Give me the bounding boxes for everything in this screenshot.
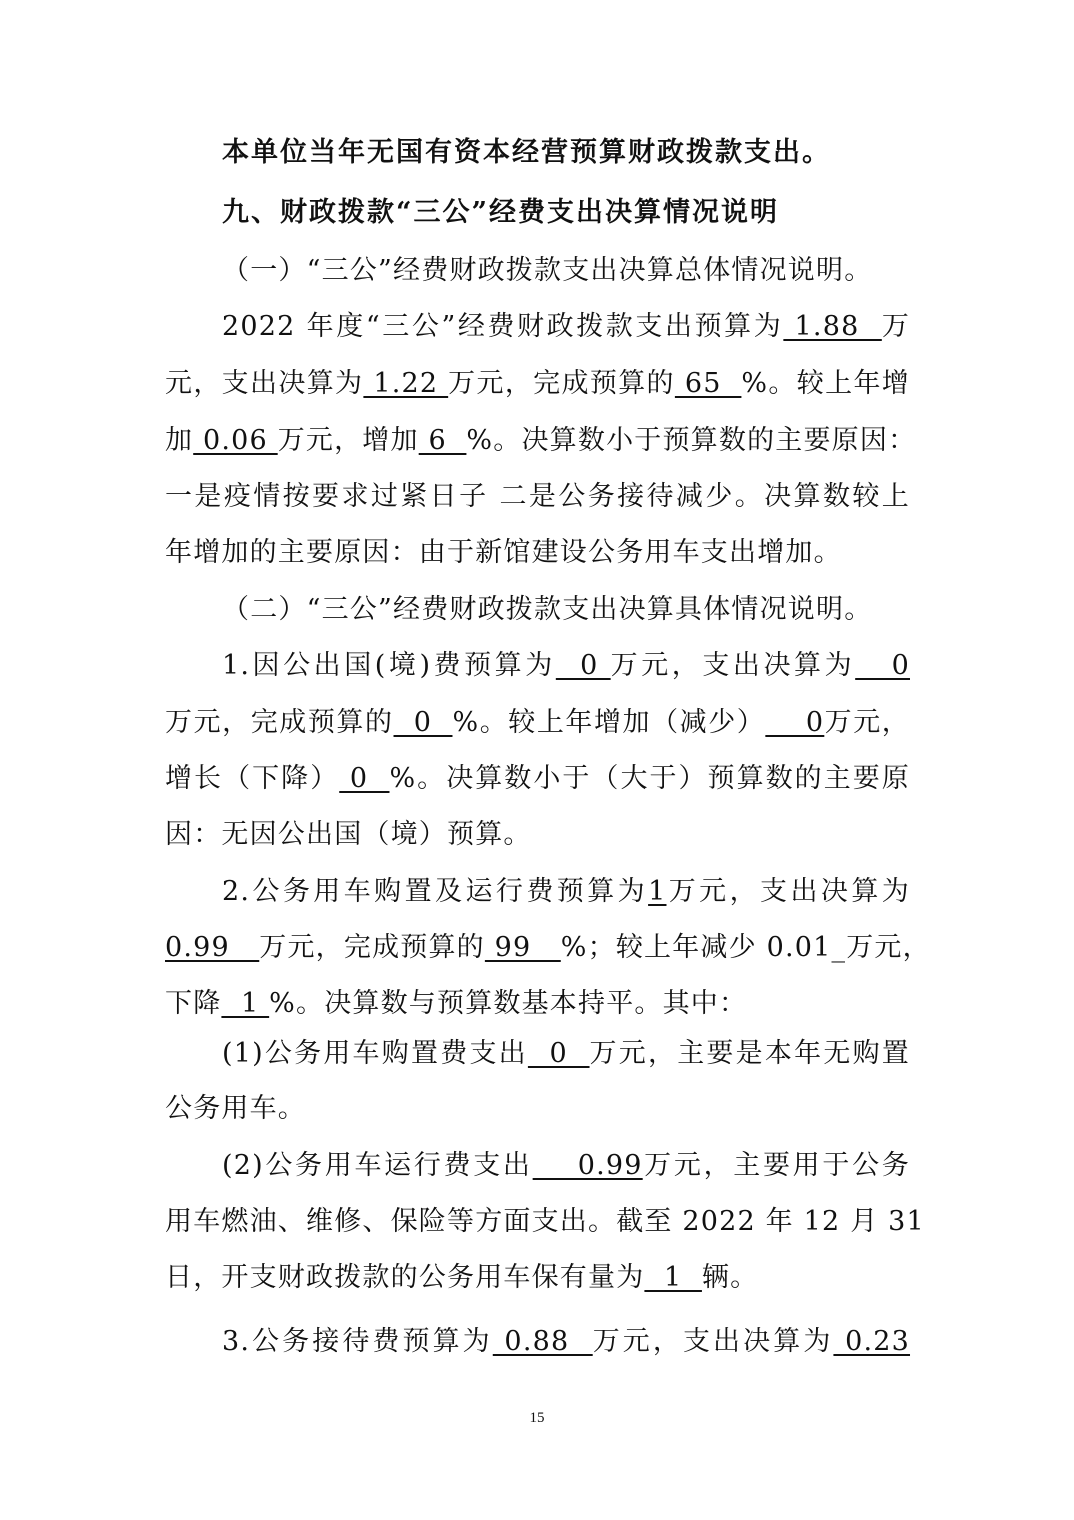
line-20 (165, 1202, 925, 1242)
text-segment: 万元，增加 (277, 425, 419, 456)
text-segment: %。决算数小于预算数的主要原因： (466, 425, 917, 456)
text-segment: 万元，完成预算的 (448, 368, 675, 399)
text-segment: %。较上年增加（减少） (452, 707, 766, 738)
line-6 (165, 421, 917, 461)
line-3 (222, 251, 912, 291)
filled-value: 1.88 (783, 311, 882, 342)
filled-value: 0.06 (193, 425, 278, 456)
text-segment: 因：无因公出国（境）预算。 (165, 819, 532, 850)
filled-value: 1.22 (363, 368, 449, 399)
line-21 (165, 1258, 758, 1298)
text-segment: 万元，完成预算的 (165, 707, 394, 738)
filled-value: 0 (339, 763, 390, 794)
filled-value: 0 (527, 1038, 590, 1069)
line-17 (222, 1034, 910, 1074)
filled-value: 99 (484, 932, 561, 963)
line-8 (165, 533, 842, 573)
text-segment: %。决算数与预算数基本持平。其中： (269, 988, 748, 1019)
filled-value: 0 (855, 650, 910, 681)
text-segment: 万元，支出决算为 (666, 876, 910, 907)
filled-value: 0.99 (532, 1150, 643, 1181)
text-segment: 万元，支出决算为 (610, 650, 856, 681)
line-10 (222, 646, 910, 686)
text-segment: 万元，支出决算为 (592, 1326, 834, 1357)
line-12 (165, 759, 910, 799)
text-segment: 辆。 (701, 1262, 759, 1293)
filled-value: 0 (393, 707, 453, 738)
line-19 (222, 1146, 910, 1186)
text-segment: (2)公务用车运行费支出 (222, 1150, 533, 1181)
filled-value: 0 (555, 650, 611, 681)
text-segment: 万元，主要用于公务 (642, 1150, 910, 1181)
text-segment: （二）“三公”经费财政拨款支出决算具体情况说明。 (222, 594, 873, 625)
text-segment: 日，开支财政拨款的公务用车保有量为 (165, 1262, 645, 1293)
text-segment: 2022 年度“三公”经费财政拨款支出预算为 (222, 311, 784, 342)
text-segment: %；较上年减少 0.01_万元， (560, 932, 931, 963)
text-segment: 九、财政拨款“三公”经费支出决算情况说明 (222, 197, 780, 228)
page-number: 15 (529, 1410, 545, 1426)
filled-value: 1 (644, 1262, 702, 1293)
line-2 (222, 193, 779, 233)
line-5 (165, 364, 910, 404)
text-segment: 3.公务接待费预算为 (222, 1326, 493, 1357)
line-1 (222, 133, 831, 173)
filled-value: 6 (418, 425, 467, 456)
filled-value: 0.23 (833, 1326, 911, 1357)
line-9 (222, 590, 912, 630)
filled-value: 0.99 (165, 932, 260, 963)
text-segment: (1)公务用车购置费支出 (222, 1038, 528, 1069)
line-22 (222, 1322, 910, 1362)
text-segment: （一）“三公”经费财政拨款支出决算总体情况说明。 (222, 255, 873, 286)
line-7 (165, 477, 910, 517)
text-segment: 万 (881, 311, 911, 342)
filled-value: 65 (674, 368, 742, 399)
text-segment: 一是疫情按要求过紧日子 二是公务接待减少。决算数较上 (165, 481, 910, 512)
text-segment: 万元， (824, 707, 911, 738)
line-13 (165, 815, 532, 855)
filled-value: 0.88 (492, 1326, 593, 1357)
text-segment: %。决算数小于（大于）预算数的主要原 (389, 763, 910, 794)
text-segment: 公务用车。 (165, 1093, 306, 1124)
text-segment: 增长（下降） (165, 763, 340, 794)
line-4 (222, 307, 910, 347)
line-16 (165, 984, 747, 1024)
text-segment: 万元，主要是本年无购置 (589, 1038, 910, 1069)
text-segment: 年增加的主要原因：由于新馆建设公务用车支出增加。 (165, 537, 842, 568)
line-11 (165, 703, 910, 743)
filled-value: 0 (765, 707, 825, 738)
line-14 (222, 872, 910, 912)
line-18 (165, 1089, 306, 1129)
text-segment: 用车燃油、维修、保险等方面支出。截至 2022 年 12 月 31 (165, 1206, 925, 1237)
text-segment: 加 (165, 425, 194, 456)
filled-value: 1 (221, 988, 270, 1019)
line-15 (165, 928, 931, 968)
text-segment: 1.因公出国(境)费预算为 (222, 650, 556, 681)
text-segment: 元，支出决算为 (165, 368, 364, 399)
text-segment: 2.公务用车购置及运行费预算为 (222, 876, 649, 907)
text-segment: 下降 (165, 988, 222, 1019)
text-segment: 万元，完成预算的 (259, 932, 485, 963)
filled-value: 1 (648, 876, 667, 907)
text-segment: 本单位当年无国有资本经营预算财政拨款支出。 (222, 137, 831, 168)
text-segment: %。较上年增 (741, 368, 910, 399)
